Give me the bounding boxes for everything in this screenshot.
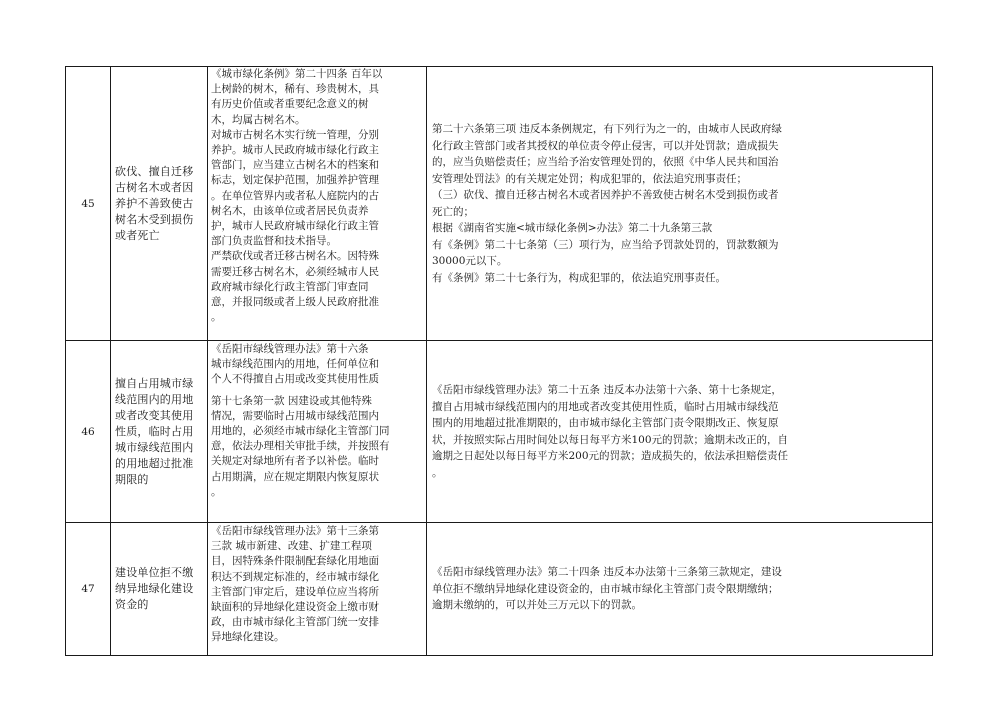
legal-basis-line: 部门负责监督和技术指导。 xyxy=(211,235,337,248)
penalty-clause-line: （三）砍伐、擅自迁移古树名木或者因养护不善致使古树名木受到损伤或者 xyxy=(432,189,779,201)
legal-basis-line: 《城市绿化条例》第二十四条 百年以 xyxy=(211,68,383,80)
violation-item-line: 期限的 xyxy=(115,472,149,486)
legal-basis-line: 个人不得擅自占用或改变其使用性质 xyxy=(211,373,379,386)
penalty-clause-line: 有《条例》第二十七条第（三）项行为，应当给予罚款处罚的，罚款数额为 xyxy=(432,238,779,251)
legal-basis-line: 严禁砍伐或者迁移古树名木。因特殊 xyxy=(211,250,379,263)
legal-basis-line: 养护。城市人民政府城市绿化行政主 xyxy=(211,144,379,157)
violation-item-line: 资金的 xyxy=(115,598,149,611)
legal-basis-line: 政，由市城市绿化主管部门统一安排 xyxy=(211,616,379,629)
legal-basis-cell xyxy=(208,523,427,656)
violation-item-line: 擅自占用城市绿 xyxy=(115,376,194,390)
penalty-clause-line: 状，并按照实际占用时间处以每日每平方米100元的罚款；逾期未改正的，自 xyxy=(432,433,789,446)
legal-basis-line: 标志，划定保护范围，加强养护管理 xyxy=(211,174,379,187)
legal-basis-line: 占用期满，应在规定期限内恢复原状 xyxy=(211,470,379,483)
penalty-clause-line: 围内的用地超过批准期限的，由市城市绿化主管部门责令限期改正、恢复原 xyxy=(432,417,779,429)
legal-basis-line: 。在单位管界内或者私人庭院内的古 xyxy=(211,189,379,202)
penalty-clause-line: 《岳阳市绿线管理办法》第二十四条 违反本办法第十三条第三款规定，建设 xyxy=(432,566,782,579)
legal-basis-line: 对城市古树名木实行统一管理，分别 xyxy=(211,128,379,141)
penalty-clause-line: 根据《湖南省实施<城市绿化条例>办法》第二十九条第三款 xyxy=(432,222,713,234)
legal-basis-line: 需要迁移古树名木，必须经城市人民 xyxy=(211,265,379,278)
row-number: 46 xyxy=(66,341,111,523)
row-number: 45 xyxy=(66,67,111,341)
row-number: 47 xyxy=(66,523,111,656)
legal-basis-line: 上树龄的树木，稀有、珍贵树木，具 xyxy=(211,83,379,96)
penalty-clause-cell xyxy=(427,341,933,523)
table-row xyxy=(66,341,933,523)
penalty-clause-line: 逾期之日起处以每日每平方米200元的罚款；造成损失的，依法承担赔偿责任 xyxy=(432,450,789,462)
legal-basis-line: 政府城市绿化行政主管部门审查同 xyxy=(211,280,369,293)
legal-basis-line: 三款 城市新建、改建、扩建工程项 xyxy=(211,540,372,553)
legal-basis-line: 缺面积的异地绿化建设资金上缴市财 xyxy=(211,601,379,614)
legal-basis-line: 异地绿化建设。 xyxy=(211,631,285,644)
legal-basis-cell xyxy=(208,341,427,523)
penalty-clause-line: 有《条例》第二十七条行为，构成犯罪的，依法追究刑事责任。 xyxy=(432,271,726,284)
legal-basis-line: 情况，需要临时占用城市绿线范围内 xyxy=(211,409,379,422)
violation-item-line: 养护不善致使古 xyxy=(115,196,194,210)
legal-basis-line: 树名木，由该单位或者居民负责养 xyxy=(211,204,369,217)
violation-item-line: 古树名木或者因 xyxy=(115,180,194,194)
legal-basis-line: 城市绿线范围内的用地，任何单位和 xyxy=(211,358,379,371)
penalty-clause-line: 第二十六条第三项 违反本条例规定，有下列行为之一的，由城市人民政府绿 xyxy=(432,123,782,135)
violation-item-line: 或者改变其使用 xyxy=(115,408,194,422)
violation-item-line: 砍伐、擅自迁移 xyxy=(115,164,194,178)
legal-basis-line: 管部门，应当建立古树名木的档案和 xyxy=(211,159,379,172)
violation-item-cell xyxy=(111,67,208,341)
legal-basis-line: 积达不到规定标准的，经市城市绿化 xyxy=(211,570,379,583)
legal-basis-line: 。 xyxy=(211,311,222,324)
legal-basis-line: 有历史价值或者重要纪念意义的树 xyxy=(211,98,369,111)
violation-item-cell xyxy=(111,341,208,523)
penalty-clause-cell xyxy=(427,523,933,656)
table-row xyxy=(66,523,933,656)
penalty-clause-line: 死亡的； xyxy=(432,205,474,218)
penalty-clause-line: 安管理处罚法》的有关规定处罚；构成犯罪的，依法追究刑事责任； xyxy=(432,172,747,185)
violation-item-cell xyxy=(111,523,208,656)
penalty-clause-cell xyxy=(427,67,933,341)
penalty-clause-line: 《岳阳市绿线管理办法》第二十五条 违反本办法第十六条、第十七条规定， xyxy=(432,384,782,396)
violation-item-line: 城市绿线范围内 xyxy=(115,440,194,454)
legal-basis-line: 第十七条第一款 因建设或其他特殊 xyxy=(211,394,372,407)
legal-basis-line: 意，依法办理相关审批手续，并按照有 xyxy=(211,440,390,453)
table-body xyxy=(66,67,933,656)
violation-item-line: 的用地超过批准 xyxy=(115,456,194,470)
legal-basis-line: 《岳阳市绿线管理办法》第十三条第 xyxy=(211,525,379,537)
legal-basis-line: 《岳阳市绿线管理办法》第十六条 xyxy=(211,343,369,355)
legal-basis-line: 目，因特殊条件限制配套绿化用地面 xyxy=(211,555,379,568)
legal-basis-line: 关规定对绿地所有者予以补偿。临时 xyxy=(211,455,379,468)
penalty-clause-line: 的，应当负赔偿责任；应当给予治安管理处罚的，依照《中华人民共和国治 xyxy=(432,156,779,168)
violation-item-line: 或者死亡 xyxy=(115,228,160,242)
legal-basis-line: 木，均属古树名木。 xyxy=(211,113,306,126)
penalty-clause-line: 逾期未缴纳的，可以并处三万元以下的罚款。 xyxy=(432,599,642,612)
violation-item-line: 性质，临时占用 xyxy=(115,424,194,438)
regulation-table xyxy=(65,66,933,656)
legal-basis-line: 用地的，必须经市城市绿化主管部门同 xyxy=(211,425,390,438)
violation-item-line: 线范围内的用地 xyxy=(115,392,194,406)
violation-item-line: 树名木受到损伤 xyxy=(115,212,194,226)
legal-basis-line: 。 xyxy=(211,485,222,498)
legal-basis-line: 主管部门审定后，建设单位应当将所 xyxy=(211,585,379,598)
legal-basis-line: 意，并报同级或者上级人民政府批准 xyxy=(211,296,379,309)
penalty-clause-line: 化行政主管部门或者其授权的单位责令停止侵害，可以并处罚款；造成损失 xyxy=(432,139,779,152)
table-row xyxy=(66,67,933,341)
legal-basis-cell xyxy=(208,67,427,341)
violation-item-line: 纳异地绿化建设 xyxy=(115,582,194,595)
penalty-clause-line: 单位拒不缴纳异地绿化建设资金的，由市城市绿化主管部门责令限期缴纳； xyxy=(432,582,779,595)
penalty-clause-line: 。 xyxy=(432,466,443,479)
penalty-clause-line: 擅自占用城市绿线范围内的用地或者改变其使用性质，临时占用城市绿线范 xyxy=(432,400,779,413)
violation-item-line: 建设单位拒不缴 xyxy=(115,566,194,579)
legal-basis-line: 护，城市人民政府城市绿化行政主管 xyxy=(211,220,379,233)
penalty-clause-line: 30000元以下。 xyxy=(432,255,508,267)
